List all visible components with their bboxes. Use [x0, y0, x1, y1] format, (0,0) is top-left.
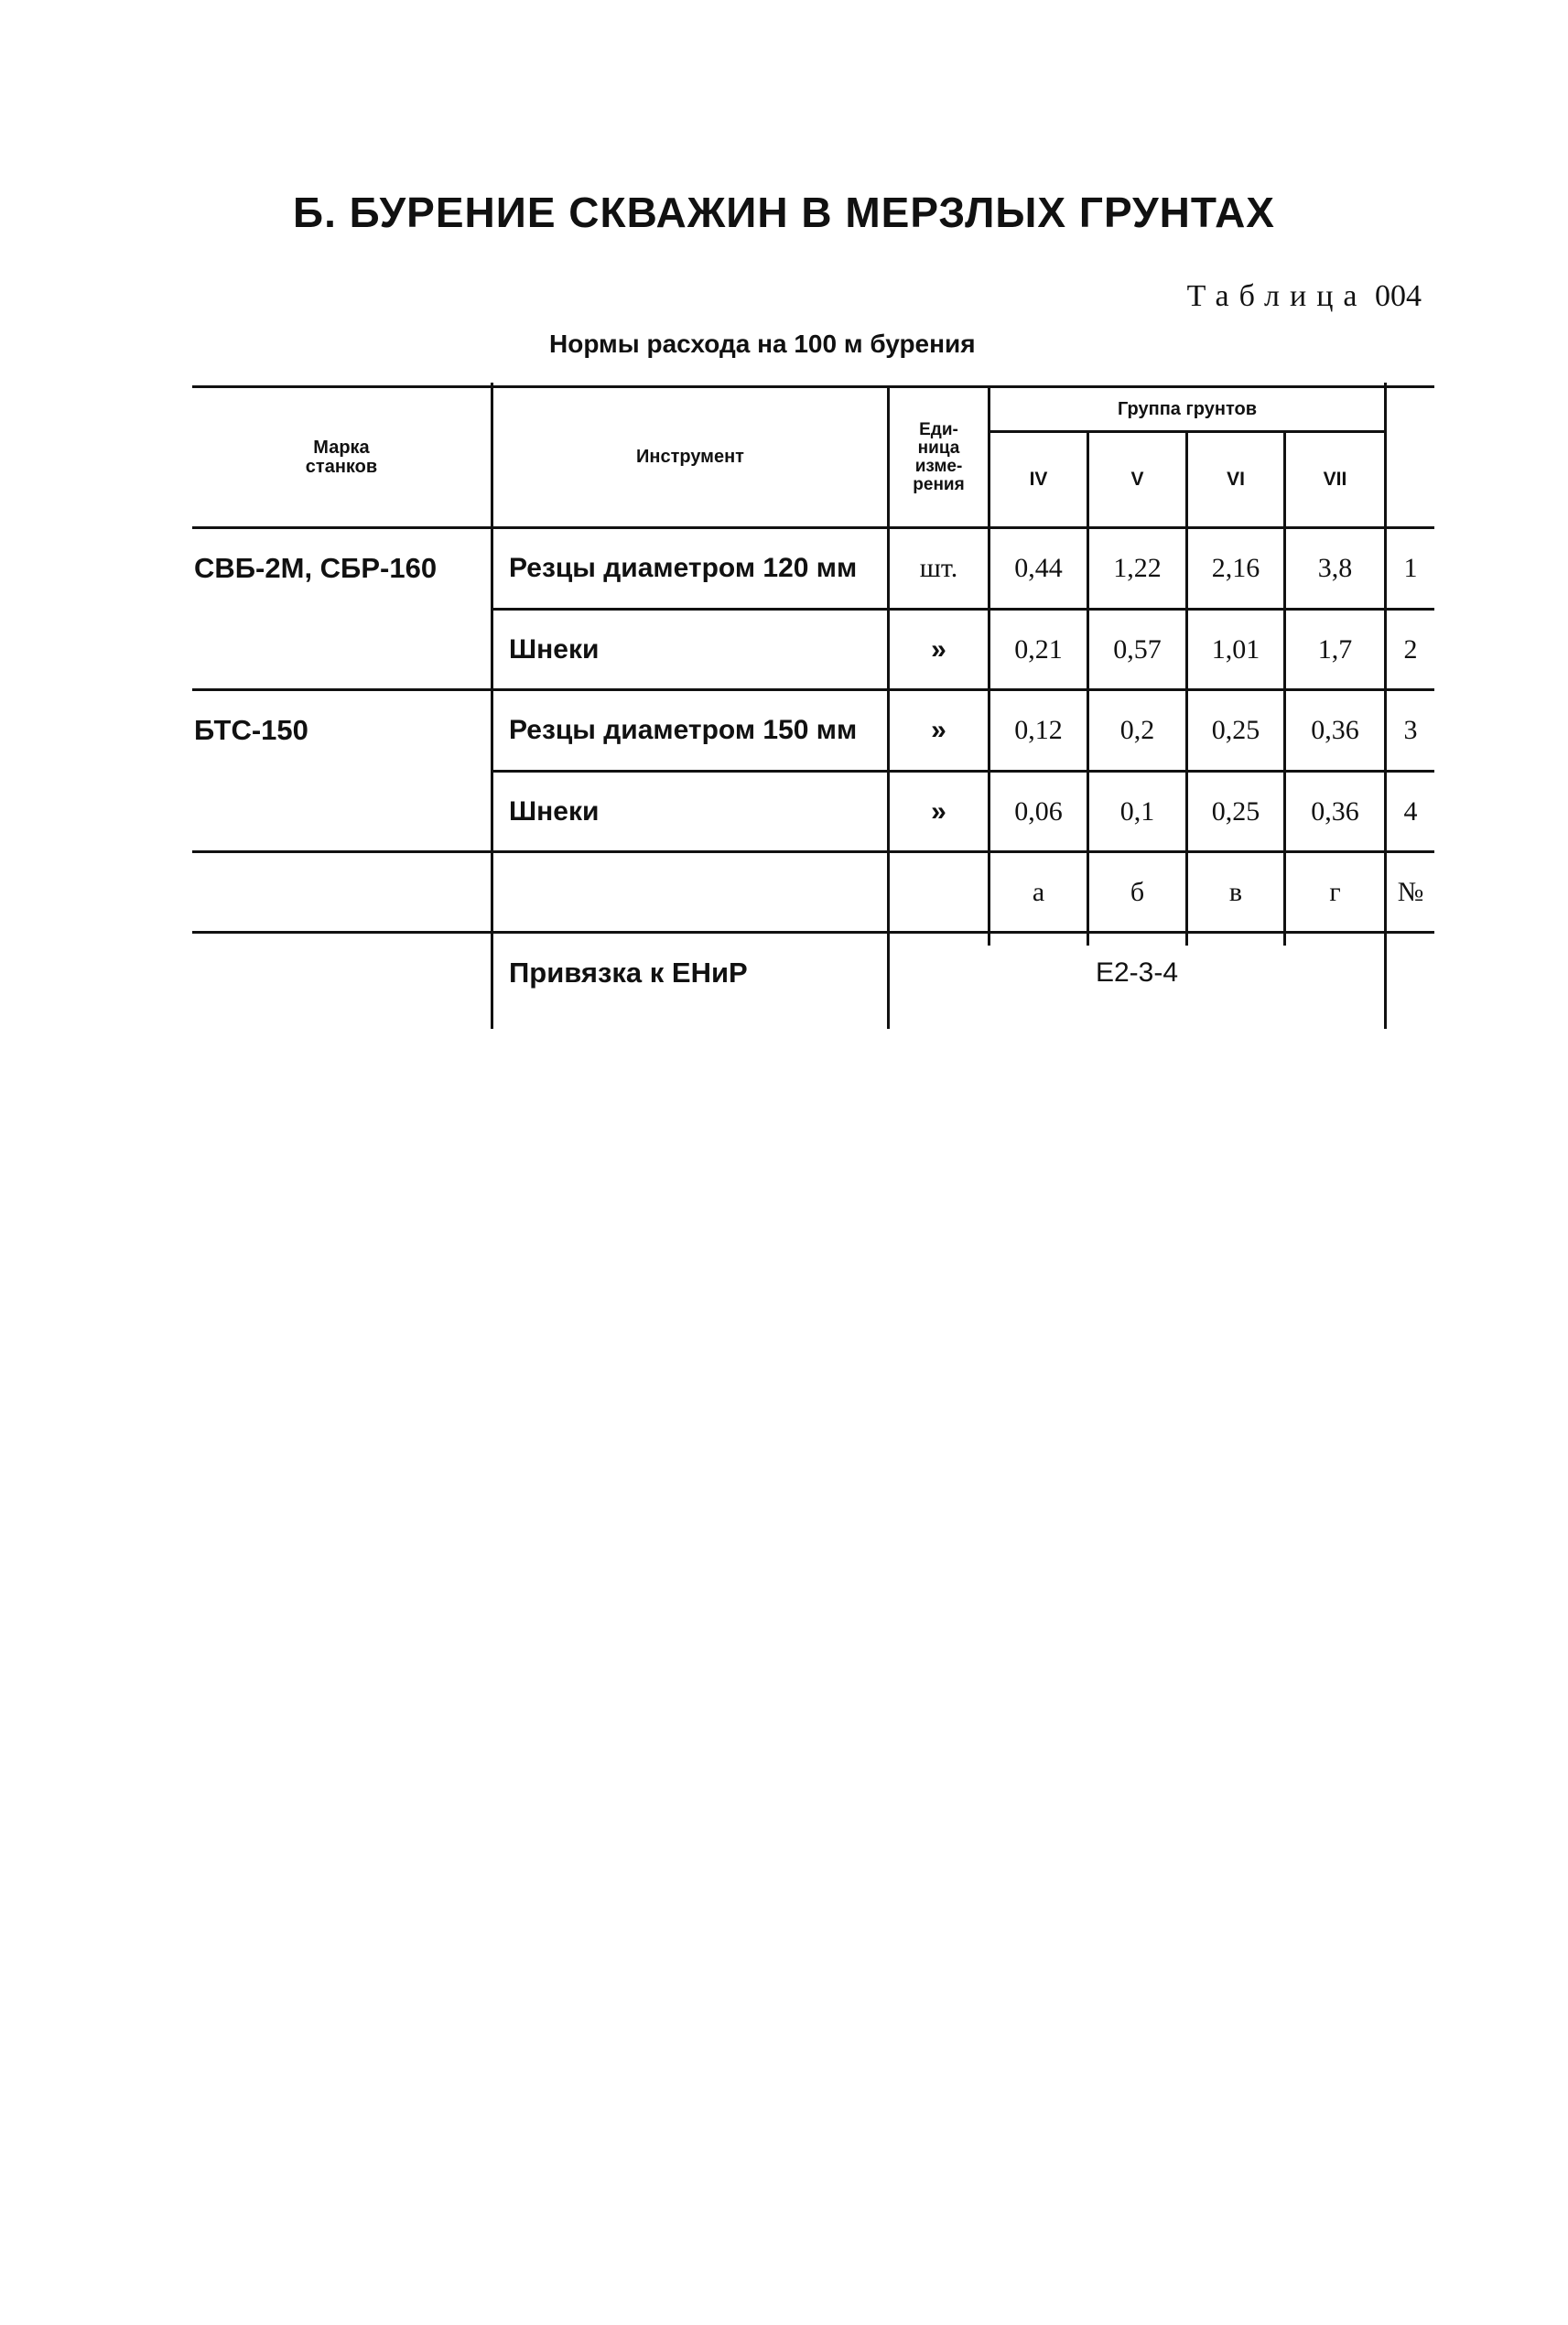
row-1-machine: СВБ-2М, СБР-160 — [194, 552, 438, 584]
row-3-value-v: 0,2 — [1119, 715, 1155, 745]
header-group-vi: VI — [1227, 469, 1245, 490]
header-group-v: V — [1130, 469, 1144, 490]
table-number: 004 — [1375, 279, 1422, 313]
row-1-value-iv: 0,44 — [1014, 553, 1063, 583]
row-4-tool: Шнеки — [509, 795, 600, 827]
header-soil-group: Группа грунтов — [1117, 398, 1258, 419]
row-2-value-iv: 0,21 — [1014, 633, 1063, 665]
footer-label: Привязка к ЕНиР — [509, 957, 748, 989]
row-4-value-vii: 0,36 — [1311, 795, 1359, 827]
row-4-value-v: 0,1 — [1119, 795, 1155, 827]
row-2-number: 2 — [1403, 633, 1418, 665]
row-1-value-vii: 3,8 — [1317, 553, 1353, 583]
row-3-value-vi: 0,25 — [1211, 715, 1260, 745]
row-2-unit: » — [931, 633, 946, 665]
table-number-label — [1187, 279, 1422, 314]
row-2-tool: Шнеки — [509, 633, 600, 665]
row-1-value-vi: 2,16 — [1211, 553, 1260, 583]
column-letter-a: а — [1032, 876, 1045, 907]
column-letter-b: б — [1130, 876, 1145, 907]
row-4-value-iv: 0,06 — [1014, 795, 1063, 827]
table-subtitle: Нормы расхода на 100 м бурения — [549, 330, 976, 358]
row-2-value-vii: 1,7 — [1317, 633, 1353, 665]
header-group-iv: IV — [1029, 469, 1048, 490]
row-3-value-iv: 0,12 — [1014, 715, 1063, 745]
row-3-value-vii: 0,36 — [1311, 715, 1359, 745]
row-1-unit: шт. — [919, 553, 958, 583]
section-title: Б. БУРЕНИЕ СКВАЖИН В МЕРЗЛЫХ ГРУНТАХ — [293, 189, 1275, 236]
header-machine: Марка станков — [305, 437, 378, 477]
row-3-number: 3 — [1403, 715, 1418, 745]
table-label: Таблица — [1186, 279, 1368, 313]
row-4-number: 4 — [1403, 795, 1418, 827]
row-3-tool: Резцы диаметром 150 мм — [509, 715, 858, 745]
row-1-number: 1 — [1403, 553, 1418, 583]
row-3-machine: БТС-150 — [194, 714, 308, 746]
row-4-unit: » — [931, 795, 946, 827]
header-group-vii: VII — [1323, 469, 1347, 490]
header-tool: Инструмент — [636, 447, 744, 467]
row-4-value-vi: 0,25 — [1211, 795, 1260, 827]
column-letter-v: в — [1228, 876, 1243, 907]
row-3-unit: » — [931, 715, 946, 745]
row-2-value-v: 0,57 — [1113, 633, 1162, 665]
footer-value: Е2-3-4 — [1095, 957, 1179, 988]
row-2-value-vi: 1,01 — [1211, 633, 1260, 665]
row-1-value-v: 1,22 — [1113, 553, 1162, 583]
number-sign: № — [1397, 876, 1424, 907]
column-letter-g: г — [1329, 876, 1341, 907]
row-1-tool: Резцы диаметром 120 мм — [509, 553, 858, 583]
header-unit: Еди- ница изме- рения — [913, 419, 965, 494]
